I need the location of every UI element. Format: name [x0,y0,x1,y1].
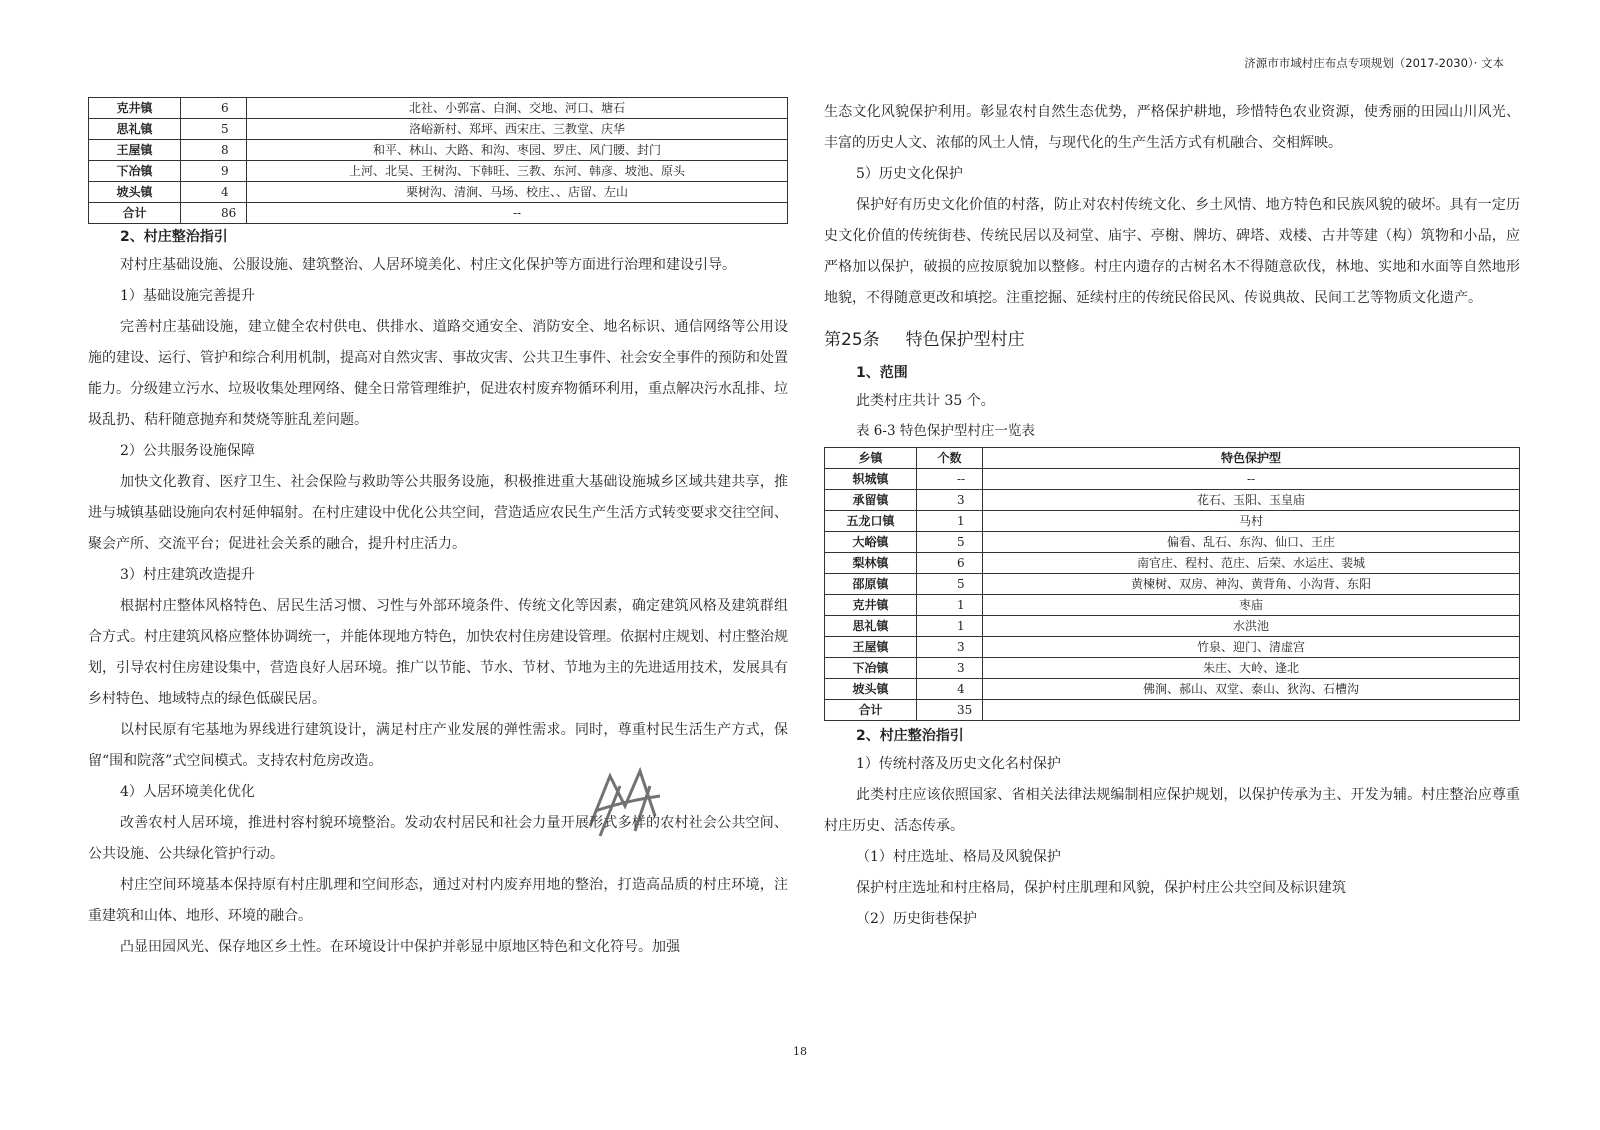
town-cell: 克井镇 [89,98,181,119]
town-cell: 承留镇 [825,490,917,511]
left-column [88,97,788,963]
villages-cell: 栗树沟、清涧、马场、校庄、、店留、左山 [247,182,788,203]
town-village-table-continued [88,97,788,224]
table-row [825,700,1520,721]
paragraph: 凸显田园风光、保存地区乡土性。在环境设计中保护并彰显中原地区特色和文化符号。加强 [120,939,680,955]
villages-cell: 洛峪新村、郑坪、西宋庄、三教堂、庆华 [247,119,788,140]
table-caption: 表 6-3 特色保护型村庄一览表 [856,423,1035,439]
table-row [825,595,1520,616]
villages-cell: 和平、林山、大路、和沟、枣园、罗庄、风门腰、封门 [247,140,788,161]
count-cell: 86 [181,203,247,224]
town-cell: 王屋镇 [825,637,917,658]
table-row [825,469,1520,490]
subheading: 4）人居环境美化优化 [120,784,255,800]
count-cell: 5 [917,532,983,553]
villages-cell: 上河、北吴、王树沟、下韩旺、三教、东河、韩彦、坡池、原头 [247,161,788,182]
town-cell: 邵原镇 [825,574,917,595]
count-cell: 9 [181,161,247,182]
count-cell: 6 [917,553,983,574]
count-cell: 3 [917,637,983,658]
section-heading: 2、村庄整治指引 [120,229,228,245]
paragraph: 完善村庄基础设施，建立健全农村供电、供排水、道路交通安全、消防安全、地名标识、通信网络等公用设施的建设、运行、管护和综合利用机制，提高对自然灾害、事故灾害、公共卫生事件、社会安全事件的预防和处置能力。分级建立污水、垃圾收集处理网络、健全日常管理维护，促进农村废弃物循环利用，重点解决污水乱排、垃圾乱扔、秸秆随意抛弃和焚烧等脏乱差问题。 [88,319,788,428]
villages-cell: 北社、小郭富、白涧、交地、河口、塘石 [247,98,788,119]
right-column [824,97,1520,935]
table-header-row [825,448,1520,469]
count-cell: 1 [917,595,983,616]
paragraph: 此类村庄共计 35 个。 [856,393,995,409]
town-cell: 坡头镇 [825,679,917,700]
town-cell: 五龙口镇 [825,511,917,532]
paragraph: 改善农村人居环境，推进村容村貌环境整治。发动农村居民和社会力量开展形式多样的农村社会公共空间、公共设施、公共绿化管护行动。 [88,815,788,862]
town-cell: 合计 [89,203,181,224]
paragraph: 生态文化风貌保护利用。彰显农村自然生态优势，严格保护耕地，珍惜特色农业资源，使秀丽的田园山川风光、丰富的历史人文、浓郁的风土人情，与现代化的生产生活方式有机融合、交相辉映。 [824,104,1520,151]
table-row [825,490,1520,511]
town-cell: 大峪镇 [825,532,917,553]
subheading: 3）村庄建筑改造提升 [120,567,255,583]
running-header: 济源市市域村庄布点专项规划（2017-2030）· 文本 [1244,56,1504,70]
villages-cell: 朱庄、大岭、逢北 [983,658,1520,679]
paragraph: 保护村庄选址和村庄格局，保护村庄肌理和风貌，保护村庄公共空间及标识建筑 [856,880,1346,896]
table-row [825,658,1520,679]
villages-cell: 花石、玉阳、玉皇庙 [983,490,1520,511]
column-header: 乡镇 [825,448,917,469]
column-header: 个数 [917,448,983,469]
watermark-stamp [580,756,670,846]
table-row [825,679,1520,700]
paragraph: 以村民原有宅基地为界线进行建筑设计，满足村庄产业发展的弹性需求。同时，尊重村民生活生产方式，保留“围和院落”式空间模式。支持农村危房改造。 [88,722,788,769]
special-protection-village-table [824,447,1520,721]
subheading: （1）村庄选址、格局及风貌保护 [856,849,1061,865]
villages-cell: 黄楝树、双房、神沟、黄背角、小沟背、东阳 [983,574,1520,595]
count-cell: 5 [181,119,247,140]
villages-cell: -- [983,469,1520,490]
count-cell: 3 [917,658,983,679]
table-row [825,574,1520,595]
count-cell: 1 [917,511,983,532]
count-cell: 3 [917,490,983,511]
villages-cell: 南官庄、程村、范庄、后荣、水运庄、裴城 [983,553,1520,574]
villages-cell: 竹泉、迎门、清虚宫 [983,637,1520,658]
villages-cell: 偏看、乱石、东沟、仙口、王庄 [983,532,1520,553]
table-row [825,553,1520,574]
villages-cell: 水洪池 [983,616,1520,637]
villages-cell: 佛涧、郝山、双堂、泰山、狄沟、石槽沟 [983,679,1520,700]
subheading: 5）历史文化保护 [856,166,963,182]
subheading: （2）历史街巷保护 [856,911,977,927]
town-cell: 轵城镇 [825,469,917,490]
paragraph: 加快文化教育、医疗卫生、社会保险与救助等公共服务设施，积极推进重大基础设施城乡区域共建共享，推进与城镇基础设施向农村延伸辐射。在村庄建设中优化公共空间，营造适应农民生产生活方式转变要求交往空间、聚会产所、交流平台；促进社会关系的融合，提升村庄活力。 [88,474,788,552]
town-cell: 坡头镇 [89,182,181,203]
town-cell: 下冶镇 [89,161,181,182]
count-cell: 35 [917,700,983,721]
paragraph: 对村庄基础设施、公服设施、建筑整治、人居环境美化、村庄文化保护等方面进行治理和建设引导。 [120,257,736,273]
table-row [89,140,788,161]
table-row [825,511,1520,532]
count-cell: -- [917,469,983,490]
article-number: 第25条 [824,330,880,350]
section-heading: 1、范围 [856,365,908,381]
page-number: 18 [793,1045,807,1058]
count-cell: 1 [917,616,983,637]
count-cell: 5 [917,574,983,595]
table-row [89,182,788,203]
villages-cell [983,700,1520,721]
column-header: 特色保护型 [983,448,1520,469]
paragraph: 村庄空间环境基本保持原有村庄肌理和空间形态，通过对村内废弃用地的整治，打造高品质的村庄环境，注重建筑和山体、地形、环境的融合。 [88,877,788,924]
article-heading [824,322,1520,358]
subheading: 2）公共服务设施保障 [120,443,255,459]
town-cell: 合计 [825,700,917,721]
section-heading: 2、村庄整治指引 [856,728,964,744]
table-row [89,119,788,140]
villages-cell: 枣庙 [983,595,1520,616]
count-cell: 8 [181,140,247,161]
villages-cell: 马村 [983,511,1520,532]
count-cell: 4 [917,679,983,700]
paragraph: 此类村庄应该依照国家、省相关法律法规编制相应保护规划，以保护传承为主、开发为辅。村庄整治应尊重村庄历史、活态传承。 [824,787,1520,834]
town-cell: 下冶镇 [825,658,917,679]
town-cell: 梨林镇 [825,553,917,574]
table-row [825,532,1520,553]
villages-cell: -- [247,203,788,224]
table-row [825,637,1520,658]
paragraph: 根据村庄整体风格特色、居民生活习惯、习性与外部环境条件、传统文化等因素，确定建筑风格及建筑群组合方式。村庄建筑风格应整体协调统一，并能体现地方特色，加快农村住房建设管理。依据村庄规划、村庄整治规划，引导农村住房建设集中，营造良好人居环境。推广以节能、节水、节材、节地为主的先进适用技术，发展具有乡村特色、地域特点的绿色低碳民居。 [88,598,788,707]
table-row [89,161,788,182]
count-cell: 4 [181,182,247,203]
table-row [825,616,1520,637]
subheading: 1）传统村落及历史文化名村保护 [856,756,1061,772]
paragraph: 保护好有历史文化价值的村落，防止对农村传统文化、乡土风情、地方特色和民族风貌的破坏。具有一定历史文化价值的传统街巷、传统民居以及祠堂、庙宇、亭榭、牌坊、碑塔、戏楼、古井等建（构）筑物和小品，应严格加以保护，破损的应按原貌加以整修。村庄内遗存的古树名木不得随意砍伐，林地、实地和水面等自然地形地貌，不得随意更改和填挖。注重挖掘、延续村庄的传统民俗民风、传说典故、民间工艺等物质文化遗产。 [824,197,1520,306]
town-cell: 克井镇 [825,595,917,616]
town-cell: 思礼镇 [89,119,181,140]
article-title: 特色保护型村庄 [905,330,1025,350]
table-row [89,98,788,119]
table-row [89,203,788,224]
count-cell: 6 [181,98,247,119]
subheading: 1）基础设施完善提升 [120,288,255,304]
town-cell: 王屋镇 [89,140,181,161]
town-cell: 思礼镇 [825,616,917,637]
